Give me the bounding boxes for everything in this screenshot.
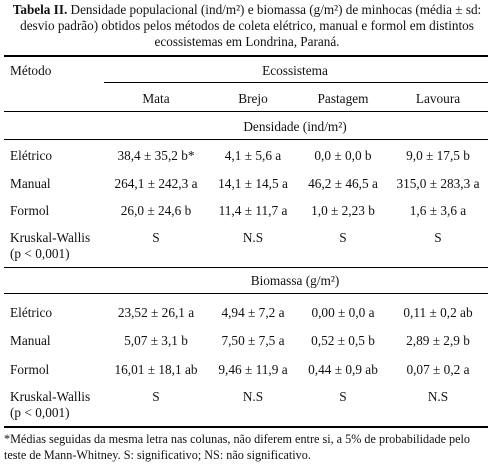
row-label: Formol	[10, 203, 50, 218]
row-label: Kruskal-Wallis	[10, 389, 91, 404]
col-header-lavoura: Lavoura	[415, 91, 461, 106]
table-cell: 0,52 ± 0,5 b	[311, 333, 375, 348]
header-rule	[4, 111, 488, 112]
col-header-brejo: Brejo	[238, 91, 268, 106]
caption-label: Tabela II.	[12, 2, 68, 17]
section-title-biomass: Biomassa (g/m²)	[250, 273, 340, 288]
col-header-mata: Mata	[142, 91, 170, 106]
row-label: Manual	[10, 333, 51, 348]
row-label: Manual	[10, 176, 51, 191]
table-cell: S	[152, 230, 160, 245]
header-ecosystem: Ecossistema	[262, 63, 328, 78]
table-cell: S	[339, 389, 347, 404]
table-cell: 16,01 ± 18,1 ab	[114, 362, 198, 377]
table-footnote: *Médias seguidas da mesma letra nas colunas, não diferem entre si, a 5% de probabilidade pelo teste de Mann-Whitney. S: significativo; NS: não significativo.	[4, 432, 471, 462]
top-rule	[4, 55, 488, 57]
section-title-density: Densidade (ind/m²)	[243, 119, 347, 134]
table-cell: 4,1 ± 5,6 a	[224, 148, 282, 163]
table-cell: 46,2 ± 46,5 a	[308, 176, 378, 191]
bottom-rule	[4, 426, 488, 428]
caption-text: Densidade populacional (ind/m²) e biomassa (g/m²) de minhocas (média ± sd: desvio padrão) obtidos pelos métodos de coleta elétrico, manual e formol em distintos ecossistemas em Londrina, Paraná.	[20, 2, 482, 49]
table-cell: 2,89 ± 2,9 b	[406, 333, 470, 348]
biomass-rule	[4, 293, 488, 294]
table-cell: 1,6 ± 3,6 a	[409, 203, 467, 218]
row-label: Kruskal-Wallis	[10, 230, 91, 245]
table-cell: 4,94 ± 7,2 a	[221, 305, 285, 320]
table-cell: 264,1 ± 242,3 a	[114, 176, 198, 191]
table-cell: 0,0 ± 0,0 b	[314, 148, 372, 163]
table-cell: N.S	[242, 230, 264, 245]
row-label-note: (p < 0,001)	[10, 405, 70, 420]
table-cell: 9,0 ± 17,5 b	[406, 148, 470, 163]
ecosystem-rule	[104, 82, 488, 83]
row-label: Elétrico	[10, 305, 53, 320]
table-cell: 9,46 ± 11,9 a	[218, 362, 288, 377]
density-rule	[4, 139, 488, 140]
table-cell: 38,4 ± 35,2 b*	[117, 148, 195, 163]
table-cell: 0,00 ± 0,0 a	[311, 305, 375, 320]
table-cell: 5,07 ± 3,1 b	[124, 333, 188, 348]
col-header-pastagem: Pastagem	[317, 91, 369, 106]
table-cell: 1,0 ± 2,23 b	[311, 203, 375, 218]
header-method: Método	[10, 63, 52, 78]
section-divider	[4, 267, 488, 268]
table-cell: 0,44 ± 0,9 ab	[308, 362, 378, 377]
table-cell: 11,4 ± 11,7 a	[218, 203, 288, 218]
row-label: Elétrico	[10, 148, 53, 163]
table-cell: 14,1 ± 14,5 a	[218, 176, 288, 191]
table-cell: 0,07 ± 0,2 a	[406, 362, 470, 377]
table-cell: 0,11 ± 0,2 ab	[403, 305, 473, 320]
table-caption	[6, 2, 488, 50]
row-label: Formol	[10, 362, 50, 377]
table-cell: N.S	[242, 389, 264, 404]
table-cell: 315,0 ± 283,3 a	[396, 176, 480, 191]
table-cell: 7,50 ± 7,5 a	[221, 333, 285, 348]
table-cell: 26,0 ± 24,6 b	[120, 203, 192, 218]
table-cell: S	[434, 230, 442, 245]
table-cell: S	[152, 389, 160, 404]
row-label-note: (p < 0,001)	[10, 246, 70, 261]
table-cell: S	[339, 230, 347, 245]
table-cell: 23,52 ± 26,1 a	[117, 305, 195, 320]
table-cell: N.S	[427, 389, 449, 404]
